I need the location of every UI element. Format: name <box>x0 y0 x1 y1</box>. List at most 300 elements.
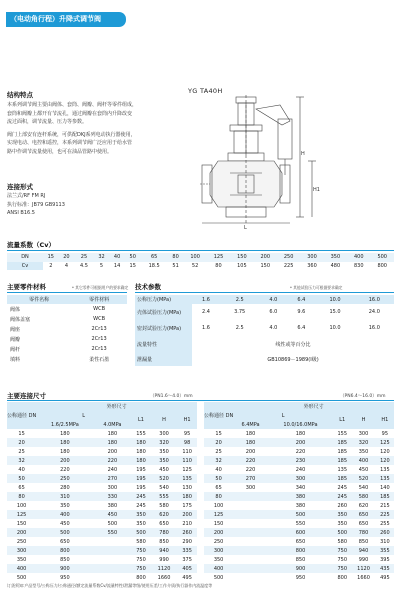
dims-value-cell: 155 <box>337 430 347 437</box>
dims-value-cell: 450 <box>159 466 169 473</box>
dims-value-cell: 200 <box>245 448 256 455</box>
dims-right-table <box>204 402 394 582</box>
dims-dn-cell: 200 <box>7 528 36 537</box>
materials-part-material: 2Cr13 <box>91 346 107 352</box>
dims-value-cell: 555 <box>151 492 177 501</box>
tech-value-cell: 9.6 <box>297 309 306 315</box>
dims-outer-header: 外形尺寸 <box>36 402 197 411</box>
dims-row <box>204 474 394 483</box>
dims-value-cell: 520 <box>151 474 177 483</box>
tech-seal-label: 密封试验压力(MPa) <box>135 320 192 336</box>
dims-value-cell: 200 <box>107 448 118 455</box>
valve-drawing <box>200 95 330 230</box>
dims-row <box>7 537 197 546</box>
dims-value-cell: 95 <box>381 430 389 437</box>
tech-pressure-cell: 4.0 <box>259 295 287 304</box>
dims-value-cell: 380 <box>268 492 333 501</box>
dims-value-cell: 540 <box>159 484 169 491</box>
flow-dn-cell: 125 <box>207 253 230 262</box>
dims-row <box>204 447 394 456</box>
flow-cv-cell: 480 <box>330 262 341 269</box>
dims-value-cell: 495 <box>380 574 390 581</box>
dims-value-cell: 180 <box>245 430 256 437</box>
tech-table <box>135 295 394 366</box>
tech-value-cell: 24.0 <box>368 309 380 315</box>
dims-dn-cell: 15 <box>18 430 25 437</box>
dims-value-cell: 580 <box>351 492 375 501</box>
dims-h1-header: H1 <box>177 411 197 429</box>
flow-table <box>7 253 394 270</box>
dims-row <box>7 573 197 582</box>
dims-dn-cell: 50 <box>204 474 233 483</box>
dims-value-cell: 650 <box>351 510 375 519</box>
flow-dn-cell: 15 <box>43 253 59 262</box>
dims-value-cell <box>94 546 132 555</box>
dims-h-header: H <box>151 411 177 429</box>
tech-pressure-cell: 10.0 <box>315 295 354 304</box>
dims-row <box>7 510 197 519</box>
dims-value-cell: 320 <box>151 438 177 447</box>
dims-value-cell: 195 <box>136 466 146 473</box>
dims-row <box>7 501 197 510</box>
dims-value-cell: 650 <box>358 520 369 527</box>
dims-value-cell: 290 <box>182 538 192 545</box>
dims-row <box>204 429 394 438</box>
dims-value-cell: 270 <box>94 474 132 483</box>
dims-value-cell <box>94 555 132 564</box>
dims-value-cell: 200 <box>268 438 333 447</box>
materials-title: 主要零件材料 <box>7 283 46 291</box>
dims-value-cell: 220 <box>233 456 268 465</box>
dims-value-cell: 140 <box>380 484 390 491</box>
dims-value-cell: 620 <box>151 510 177 519</box>
flow-cv-cell: 4 <box>64 262 68 269</box>
dims-value-cell: 750 <box>136 556 146 563</box>
dims-dn-cell: 20 <box>7 438 36 447</box>
dims-value-cell <box>94 564 132 573</box>
dims-right-pn: （PN6.4～16.0）mm <box>340 394 386 399</box>
dims-row <box>204 492 394 501</box>
dims-value-cell: 240 <box>295 466 306 473</box>
dims-row <box>204 573 394 582</box>
dims-row <box>7 456 197 465</box>
dims-dn-cell: 125 <box>204 510 233 519</box>
dims-dn-cell: 200 <box>204 528 233 537</box>
dims-sub-header: 4.0MPa <box>94 420 132 429</box>
dims-value-cell: 95 <box>183 430 191 437</box>
features-line: 阀门上部安有连杆系统，可供配DKJ系列电动执行器使用， <box>7 131 136 138</box>
flow-dn-cell: 50 <box>125 253 141 262</box>
dims-value-cell: 310 <box>36 492 93 501</box>
svg-text:H1: H1 <box>313 187 320 193</box>
dims-value-cell: 215 <box>380 502 390 509</box>
features-line: 本系列调节阀主要由阀体、套筒、阀瓣、阀杆等零件组成， <box>7 102 138 108</box>
dims-value-cell: 990 <box>358 556 369 563</box>
dims-value-cell: 180 <box>60 448 70 455</box>
dims-value-cell: 180 <box>295 430 306 437</box>
flow-dn-cell: 200 <box>254 253 277 262</box>
flow-dn-cell: 350 <box>324 253 347 262</box>
dims-row <box>7 465 197 474</box>
dims-value-cell: 450 <box>358 466 369 473</box>
flow-cv-cell: 2 <box>49 262 53 269</box>
dims-value-cell: 650 <box>60 538 70 545</box>
dims-value-cell: 280 <box>60 484 70 491</box>
dims-value-cell: 200 <box>177 510 197 519</box>
tech-value-cell: 10.0 <box>329 325 341 331</box>
dims-value-cell: 120 <box>380 448 390 455</box>
dims-value-cell: 245 <box>333 492 351 501</box>
dims-value-cell: 225 <box>376 510 394 519</box>
dims-value-cell: 1660 <box>157 574 171 581</box>
tech-value-cell: 15.0 <box>329 309 341 315</box>
dims-dn-cell: 40 <box>18 466 25 473</box>
flow-dn-label: DN <box>7 253 43 262</box>
flow-cv-cell: 225 <box>283 262 294 269</box>
dims-value-cell: 180 <box>60 430 70 437</box>
dims-value-cell: 340 <box>295 484 306 491</box>
connection-line: 执行标准：JB79 GB9113 <box>7 201 65 208</box>
dims-sub-header: 10.0/16.0MPa <box>268 420 333 429</box>
flow-dn-cell: 40 <box>109 253 125 262</box>
tech-pressure-cell: 2.5 <box>220 295 259 304</box>
svg-text:L: L <box>244 225 247 230</box>
dims-value-cell: 580 <box>159 502 169 509</box>
dims-value-cell: 300 <box>358 430 369 437</box>
materials-part-name: 阀瓣 <box>10 336 21 343</box>
dims-dn-cell: 150 <box>16 520 27 527</box>
dims-value-cell: 255 <box>380 520 390 527</box>
footnote: 订货须知:产品型号/公称压力/公称通径/额定流量系数Cv/流量特性/泄漏等级/使用压差/工作介质/执行器作内流温度等 <box>7 583 213 588</box>
dims-value-cell: 135 <box>337 466 347 473</box>
dims-value-cell: 650 <box>295 538 306 545</box>
dims-value-cell: 350 <box>131 510 151 519</box>
dims-dn-cell: 65 <box>18 484 25 491</box>
dims-row <box>204 564 394 573</box>
flow-cv-cell: 15 <box>129 262 136 269</box>
dims-value-cell: 350 <box>159 448 169 455</box>
dims-value-cell: 950 <box>295 574 306 581</box>
dims-value-cell: 400 <box>36 510 93 519</box>
dims-value-cell <box>233 546 268 555</box>
divider <box>7 250 394 251</box>
flow-dn-cell: 150 <box>230 253 253 262</box>
dims-value-cell: 125 <box>376 438 394 447</box>
dims-value-cell: 350 <box>136 520 146 527</box>
flow-dn-cell: 25 <box>74 253 93 262</box>
dims-value-cell: 350 <box>333 510 351 519</box>
svg-text:H: H <box>301 151 305 157</box>
dims-h-header: H <box>351 411 375 429</box>
dims-value-cell: 300 <box>107 484 118 491</box>
dims-dn-cell: 65 <box>215 484 222 491</box>
tech-shell-label: 壳体试验压力(MPa) <box>135 304 192 320</box>
dims-value-cell: 520 <box>351 474 375 483</box>
dims-value-cell: 180 <box>36 438 93 447</box>
flow-dn-cell: 300 <box>300 253 323 262</box>
dims-value-cell: 450 <box>94 510 132 519</box>
materials-part-name: 阀座 <box>10 326 21 333</box>
features-line: 实现电动、电控和遥控，本系列调节阀广泛应用于给水管 <box>7 140 133 146</box>
flow-title: 流量系数（Cv） <box>7 241 56 249</box>
divider <box>135 292 394 293</box>
dims-row <box>7 528 197 537</box>
dims-row <box>204 519 394 528</box>
dims-row <box>7 555 197 564</box>
dims-row <box>204 501 394 510</box>
dims-dn-cell: 40 <box>215 466 222 473</box>
tech-flowchar-value: 线性或等百分比 <box>275 341 311 348</box>
dims-value-cell: 135 <box>177 474 197 483</box>
materials-row <box>7 304 127 314</box>
dims-value-cell: 185 <box>333 456 351 465</box>
flow-dn-cell: 100 <box>183 253 206 262</box>
dims-value-cell: 110 <box>177 456 197 465</box>
dims-value-cell: 180 <box>177 492 197 501</box>
dims-value-cell: 750 <box>337 556 347 563</box>
dims-value-cell: 1660 <box>357 574 370 581</box>
dims-value-cell: 500 <box>333 528 351 537</box>
dims-row <box>7 519 197 528</box>
dims-dn-cell: 20 <box>204 438 233 447</box>
dims-value-cell <box>94 573 132 582</box>
dims-dn-cell: 500 <box>16 574 27 581</box>
dims-value-cell: 435 <box>376 564 394 573</box>
dims-value-cell: 320 <box>351 438 375 447</box>
dims-value-cell: 380 <box>107 502 118 509</box>
dims-value-cell: 210 <box>182 520 192 527</box>
page-header: （电动角行程）升降式调节阀 <box>6 12 126 27</box>
dims-value-cell: 135 <box>380 466 390 473</box>
dims-value-cell: 125 <box>182 466 192 473</box>
dims-dn-cell: 80 <box>7 492 36 501</box>
dims-dn-cell: 25 <box>18 448 25 455</box>
dims-value-cell: 380 <box>295 502 306 509</box>
connection-line: ANSI B16.5 <box>7 210 35 216</box>
dims-value-cell: 310 <box>380 538 390 545</box>
features-title: 结构特点 <box>7 91 33 99</box>
tech-leak-label: 泄漏量 <box>135 352 192 366</box>
dims-value-cell: 180 <box>131 438 151 447</box>
tech-value-cell: 4.0 <box>269 325 278 331</box>
dims-value-cell: 300 <box>268 474 333 483</box>
dims-l-header: L <box>233 411 333 420</box>
dims-value-cell: 260 <box>376 528 394 537</box>
dims-dn-cell: 50 <box>7 474 36 483</box>
dims-value-cell: 130 <box>182 484 192 491</box>
dims-value-cell <box>233 492 268 501</box>
dims-dn-cell: 250 <box>213 538 224 545</box>
dims-dn-cell: 300 <box>204 546 233 555</box>
dims-value-cell: 620 <box>358 502 369 509</box>
dims-value-cell: 180 <box>131 456 151 465</box>
dims-value-cell: 750 <box>333 546 351 555</box>
dims-dn-cell: 150 <box>213 520 224 527</box>
dims-value-cell: 550 <box>94 528 132 537</box>
dims-sub-header: 1.6/2.5MPa <box>36 420 93 429</box>
dims-left-pn: （PN1.6～4.0）mm <box>150 394 193 399</box>
dims-dn-cell: 15 <box>215 430 222 437</box>
dims-value-cell: 850 <box>159 538 169 545</box>
dims-dn-cell: 25 <box>215 448 222 455</box>
dims-value-cell: 260 <box>337 502 347 509</box>
dims-value-cell <box>233 510 268 519</box>
dims-value-cell: 800 <box>36 546 93 555</box>
materials-part-material: 柔性石墨 <box>89 356 110 363</box>
tech-note: * 其他试验压力可根据要求确定 <box>290 285 343 290</box>
materials-part-name: 阀体 <box>10 306 21 313</box>
dims-value-cell: 495 <box>182 574 192 581</box>
dims-value-cell: 650 <box>159 520 169 527</box>
materials-part-material: WCB <box>93 316 106 322</box>
dims-value-cell: 750 <box>131 546 151 555</box>
materials-row <box>7 324 127 334</box>
dims-value-cell: 900 <box>268 564 333 573</box>
dims-value-cell: 155 <box>136 430 146 437</box>
materials-part-name: 填料 <box>10 356 21 363</box>
dims-dn-cell: 80 <box>204 492 233 501</box>
dims-value-cell: 230 <box>268 456 333 465</box>
dims-dn-cell: 32 <box>7 456 36 465</box>
features-text <box>7 101 192 156</box>
dims-sub-header: 6.4MPa <box>233 420 268 429</box>
flow-cv-cell: 360 <box>307 262 317 269</box>
dims-value-cell: 245 <box>337 484 347 491</box>
dims-value-cell: 180 <box>107 430 118 437</box>
dims-value-cell: 540 <box>358 484 369 491</box>
dims-l-header: L <box>36 411 131 420</box>
dims-value-cell: 185 <box>333 438 351 447</box>
dims-row <box>7 474 197 483</box>
dims-dn-cell: 100 <box>16 502 27 509</box>
materials-part-name: 阀体盖塞 <box>10 316 31 323</box>
dims-value-cell: 800 <box>337 574 347 581</box>
flow-cv-cell: 150 <box>260 262 270 269</box>
dims-row <box>7 483 197 492</box>
flow-dn-cell: 65 <box>141 253 168 262</box>
dims-value-cell: 180 <box>136 448 146 455</box>
dims-value-cell <box>233 573 268 582</box>
dims-value-cell: 185 <box>337 448 347 455</box>
dims-l1-header: L1 <box>131 411 151 429</box>
dims-dn-header: 公称通径 DN <box>7 402 36 429</box>
dims-value-cell: 850 <box>295 556 306 563</box>
flow-dn-cell: 80 <box>168 253 184 262</box>
dims-dn-cell: 400 <box>204 564 233 573</box>
dims-row <box>204 537 394 546</box>
dims-value-cell: 350 <box>60 502 70 509</box>
dims-value-cell: 780 <box>351 528 375 537</box>
dims-dn-cell: 400 <box>7 564 36 573</box>
dims-row <box>7 546 197 555</box>
dims-value-cell: 580 <box>337 538 347 545</box>
dims-value-cell: 450 <box>60 520 70 527</box>
dims-row <box>7 447 197 456</box>
dims-value-cell <box>233 555 268 564</box>
dims-dn-cell: 100 <box>213 502 224 509</box>
dims-dn-cell: 350 <box>16 556 27 563</box>
tech-value-cell: 6.0 <box>269 309 278 315</box>
dims-row <box>7 492 197 501</box>
materials-row <box>7 354 127 364</box>
dims-value-cell: 260 <box>177 528 197 537</box>
features-line: 套筒和阀瓣上都开有节流孔，通过阀瓣在套筒内升降改变 <box>7 110 133 117</box>
flow-cv-cell: 80 <box>215 262 222 269</box>
materials-part-name: 阀杆 <box>10 346 21 353</box>
dims-value-cell: 245 <box>136 502 146 509</box>
dims-dn-cell: 32 <box>204 456 233 465</box>
dims-value-cell: 500 <box>36 528 93 537</box>
dims-title: 主要连接尺寸 <box>7 392 46 400</box>
dims-value-cell: 600 <box>268 528 333 537</box>
tech-pressure-cell: 1.6 <box>192 295 220 304</box>
dims-value-cell: 220 <box>60 466 70 473</box>
dims-value-cell: 850 <box>358 538 369 545</box>
materials-part-material: WCB <box>93 306 106 312</box>
materials-table <box>7 295 127 364</box>
flow-cv-cell: 4.5 <box>79 262 88 269</box>
dims-value-cell: 375 <box>182 556 192 563</box>
dims-value-cell <box>233 537 268 546</box>
dims-value-cell: 500 <box>268 510 333 519</box>
dims-value-cell: 335 <box>177 546 197 555</box>
flow-cv-label: Cv <box>7 262 43 271</box>
divider <box>7 400 394 401</box>
dims-value-cell: 950 <box>60 574 70 581</box>
tech-value-cell: 1.6 <box>202 325 210 331</box>
dims-row <box>7 429 197 438</box>
tech-value-cell: 2.4 <box>202 309 210 315</box>
dims-left-table <box>7 402 197 582</box>
dims-value-cell: 220 <box>94 456 132 465</box>
tech-leak-value: GB10869－1989(Ⅰ级) <box>267 356 319 363</box>
tech-value-cell: 16.0 <box>368 325 380 331</box>
divider <box>7 292 127 293</box>
dims-dn-cell: 500 <box>213 574 224 581</box>
dims-value-cell: 240 <box>107 466 118 473</box>
dims-row <box>204 438 394 447</box>
materials-part-material: 2Cr13 <box>91 326 107 332</box>
dims-value-cell: 250 <box>36 474 93 483</box>
flow-dn-cell: 32 <box>94 253 110 262</box>
tech-value-cell: 3.75 <box>234 309 246 315</box>
dims-value-cell: 185 <box>333 474 351 483</box>
dims-value-cell: 200 <box>36 456 93 465</box>
dims-value-cell: 800 <box>136 574 146 581</box>
tech-pressure-cell: 6.4 <box>287 295 315 304</box>
dims-value-cell: 180 <box>94 438 132 447</box>
flow-cv-cell: 105 <box>237 262 247 269</box>
flow-cv-cell: 800 <box>377 262 387 269</box>
flow-cv-cell: 14 <box>113 262 121 269</box>
tech-title: 技术参数 <box>135 283 161 291</box>
flow-cv-cell: 5 <box>99 262 104 269</box>
features-line: 流过面积，调节流量、压力等参数。 <box>7 119 88 125</box>
tech-value-cell: 6.4 <box>297 325 306 331</box>
dims-value-cell: 120 <box>376 456 394 465</box>
materials-part-material: 2Cr13 <box>91 336 107 342</box>
connection-title: 连接形式 <box>7 183 33 191</box>
tech-pressure-cell: 16.0 <box>355 295 394 304</box>
dims-value-cell <box>233 519 268 528</box>
dims-value-cell: 940 <box>151 546 177 555</box>
dims-value-cell: 135 <box>376 474 394 483</box>
dims-value-cell: 98 <box>177 438 197 447</box>
features-line: 路中作调节流量使用，也可在油品管路中使用。 <box>7 148 113 155</box>
dims-value-cell: 500 <box>131 528 151 537</box>
dims-value-cell: 195 <box>131 474 151 483</box>
dims-value-cell: 355 <box>376 546 394 555</box>
